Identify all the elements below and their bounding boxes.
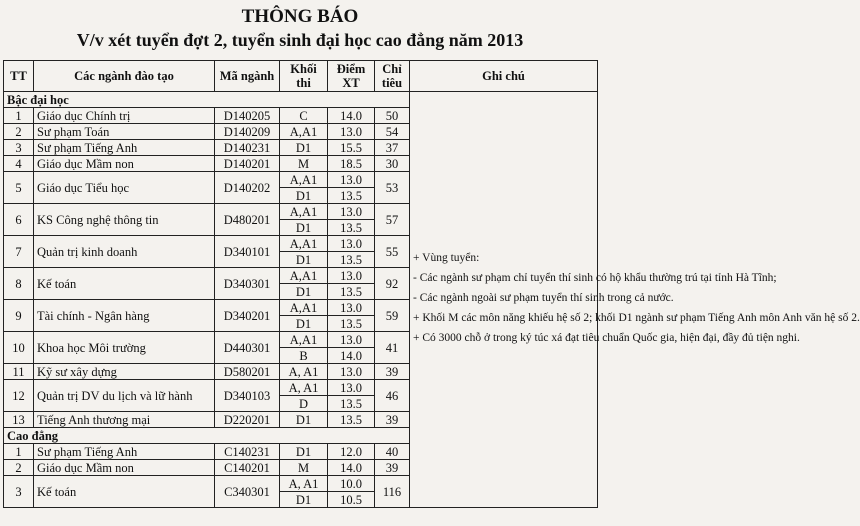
row-number: 5 bbox=[4, 172, 34, 204]
exam-block: D1 bbox=[280, 412, 328, 428]
quota: 50 bbox=[375, 108, 410, 124]
exam-block: D1 bbox=[280, 444, 328, 460]
quota: 41 bbox=[375, 332, 410, 364]
quota: 39 bbox=[375, 460, 410, 476]
major-code: D340103 bbox=[215, 380, 280, 412]
row-number: 12 bbox=[4, 380, 34, 412]
admission-score: 10.0 bbox=[328, 476, 375, 492]
major-code: D140201 bbox=[215, 156, 280, 172]
exam-block: D bbox=[280, 396, 328, 412]
major-code: D140205 bbox=[215, 108, 280, 124]
major-name: Khoa học Môi trường bbox=[34, 332, 215, 364]
admission-score: 12.0 bbox=[328, 444, 375, 460]
exam-block: A,A1 bbox=[280, 204, 328, 220]
admission-score: 13.0 bbox=[328, 332, 375, 348]
notice-subtitle: V/v xét tuyển đợt 2, tuyển sinh đại học cao đẳng năm 2013 bbox=[76, 30, 524, 50]
exam-block: D1 bbox=[280, 252, 328, 268]
admission-score: 13.5 bbox=[328, 316, 375, 332]
quota: 46 bbox=[375, 380, 410, 412]
row-number: 9 bbox=[4, 300, 34, 332]
major-code: D480201 bbox=[215, 204, 280, 236]
header-code: Mã ngành bbox=[215, 61, 280, 92]
exam-block: D1 bbox=[280, 284, 328, 300]
major-code: D140202 bbox=[215, 172, 280, 204]
quota: 116 bbox=[375, 476, 410, 508]
header-block: Khối thi bbox=[280, 61, 328, 92]
major-name: Giáo dục Chính trị bbox=[34, 108, 215, 124]
exam-block: D1 bbox=[280, 140, 328, 156]
admission-score: 14.0 bbox=[328, 108, 375, 124]
major-code: D140209 bbox=[215, 124, 280, 140]
major-name: KS Công nghệ thông tin bbox=[34, 204, 215, 236]
admission-score: 14.0 bbox=[328, 460, 375, 476]
header-notes: Ghi chú bbox=[410, 61, 598, 92]
major-code: C140231 bbox=[215, 444, 280, 460]
major-name: Sư phạm Tiếng Anh bbox=[34, 444, 215, 460]
exam-block: A,A1 bbox=[280, 332, 328, 348]
row-number: 1 bbox=[4, 444, 34, 460]
exam-block: A, A1 bbox=[280, 476, 328, 492]
header-row bbox=[4, 61, 598, 92]
exam-block: A,A1 bbox=[280, 300, 328, 316]
admission-score: 18.5 bbox=[328, 156, 375, 172]
exam-block: A, A1 bbox=[280, 380, 328, 396]
quota: 39 bbox=[375, 412, 410, 428]
major-name: Kế toán bbox=[34, 476, 215, 508]
quota: 37 bbox=[375, 140, 410, 156]
row-number: 7 bbox=[4, 236, 34, 268]
admission-score: 13.5 bbox=[328, 284, 375, 300]
exam-block: M bbox=[280, 156, 328, 172]
admission-score: 13.0 bbox=[328, 236, 375, 252]
major-name: Quản trị DV du lịch và lữ hành bbox=[34, 380, 215, 412]
major-name: Giáo dục Mầm non bbox=[34, 156, 215, 172]
note-item: + Có 3000 chỗ ở trong ký túc xá đạt tiêu chuẩn Quốc gia, hiện đại, đầy đủ tiện nghi. bbox=[413, 332, 800, 344]
quota: 54 bbox=[375, 124, 410, 140]
admission-score: 13.0 bbox=[328, 172, 375, 188]
major-name: Tài chính - Ngân hàng bbox=[34, 300, 215, 332]
row-number: 2 bbox=[4, 124, 34, 140]
row-number: 11 bbox=[4, 364, 34, 380]
major-name: Giáo dục Tiểu học bbox=[34, 172, 215, 204]
note-item: + Vùng tuyển: bbox=[413, 252, 480, 264]
note-item: - Các ngành sư phạm chỉ tuyển thí sinh có hộ khẩu thường trú tại tỉnh Hà Tĩnh; bbox=[413, 272, 777, 284]
exam-block: M bbox=[280, 460, 328, 476]
major-code: D340201 bbox=[215, 300, 280, 332]
major-name: Sư phạm Tiếng Anh bbox=[34, 140, 215, 156]
quota: 39 bbox=[375, 364, 410, 380]
quota: 30 bbox=[375, 156, 410, 172]
admission-score: 13.5 bbox=[328, 188, 375, 204]
admission-score: 13.5 bbox=[328, 396, 375, 412]
admission-score: 13.5 bbox=[328, 412, 375, 428]
quota: 59 bbox=[375, 300, 410, 332]
notice-title: THÔNG BÁO bbox=[241, 6, 359, 27]
row-number: 6 bbox=[4, 204, 34, 236]
admission-score: 13.5 bbox=[328, 220, 375, 236]
row-number: 1 bbox=[4, 108, 34, 124]
notes-cell bbox=[410, 92, 860, 508]
section-label: Cao đẳng bbox=[4, 428, 410, 444]
table-body bbox=[4, 92, 860, 508]
admission-score: 14.0 bbox=[328, 348, 375, 364]
major-code: D220201 bbox=[215, 412, 280, 428]
quota: 55 bbox=[375, 236, 410, 268]
major-name: Quản trị kinh doanh bbox=[34, 236, 215, 268]
major-code: D440301 bbox=[215, 332, 280, 364]
note-item: + Khối M các môn năng khiếu hệ số 2; khối D1 ngành sư phạm Tiếng Anh môn Anh văn hệ số 2. bbox=[413, 312, 860, 324]
exam-block: D1 bbox=[280, 220, 328, 236]
major-name: Giáo dục Mầm non bbox=[34, 460, 215, 476]
admission-score: 13.0 bbox=[328, 380, 375, 396]
row-number: 3 bbox=[4, 140, 34, 156]
exam-block: C bbox=[280, 108, 328, 124]
admission-score: 10.5 bbox=[328, 492, 375, 508]
exam-block: D1 bbox=[280, 188, 328, 204]
admission-score: 13.0 bbox=[328, 300, 375, 316]
exam-block: A,A1 bbox=[280, 236, 328, 252]
exam-block: A,A1 bbox=[280, 172, 328, 188]
major-code: C340301 bbox=[215, 476, 280, 508]
major-code: D340101 bbox=[215, 236, 280, 268]
row-number: 13 bbox=[4, 412, 34, 428]
exam-block: B bbox=[280, 348, 328, 364]
admission-score: 13.0 bbox=[328, 268, 375, 284]
major-code: D580201 bbox=[215, 364, 280, 380]
major-code: D140231 bbox=[215, 140, 280, 156]
exam-block: D1 bbox=[280, 492, 328, 508]
major-code: C140201 bbox=[215, 460, 280, 476]
header-quota: Chỉ tiêu bbox=[375, 61, 410, 92]
admission-score: 13.0 bbox=[328, 204, 375, 220]
admission-table bbox=[3, 60, 860, 508]
row-number: 10 bbox=[4, 332, 34, 364]
quota: 53 bbox=[375, 172, 410, 204]
quota: 92 bbox=[375, 268, 410, 300]
exam-block: A, A1 bbox=[280, 364, 328, 380]
major-name: Kỹ sư xây dựng bbox=[34, 364, 215, 380]
admission-score: 13.0 bbox=[328, 124, 375, 140]
major-name: Sư phạm Toán bbox=[34, 124, 215, 140]
admission-score: 15.5 bbox=[328, 140, 375, 156]
header-score: Điểm XT bbox=[328, 61, 375, 92]
major-code: D340301 bbox=[215, 268, 280, 300]
exam-block: A,A1 bbox=[280, 268, 328, 284]
row-number: 8 bbox=[4, 268, 34, 300]
note-item: - Các ngành ngoài sư phạm tuyển thí sinh trong cả nước. bbox=[413, 292, 674, 304]
admission-score: 13.5 bbox=[328, 252, 375, 268]
exam-block: D1 bbox=[280, 316, 328, 332]
section-label: Bậc đại học bbox=[4, 92, 410, 108]
header-major: Các ngành đào tạo bbox=[34, 61, 215, 92]
major-name: Kế toán bbox=[34, 268, 215, 300]
section-row bbox=[4, 92, 598, 108]
quota: 40 bbox=[375, 444, 410, 460]
major-name: Tiếng Anh thương mại bbox=[34, 412, 215, 428]
header-tt: TT bbox=[4, 61, 34, 92]
row-number: 2 bbox=[4, 460, 34, 476]
exam-block: A,A1 bbox=[280, 124, 328, 140]
row-number: 4 bbox=[4, 156, 34, 172]
quota: 57 bbox=[375, 204, 410, 236]
row-number: 3 bbox=[4, 476, 34, 508]
admission-score: 13.0 bbox=[328, 364, 375, 380]
